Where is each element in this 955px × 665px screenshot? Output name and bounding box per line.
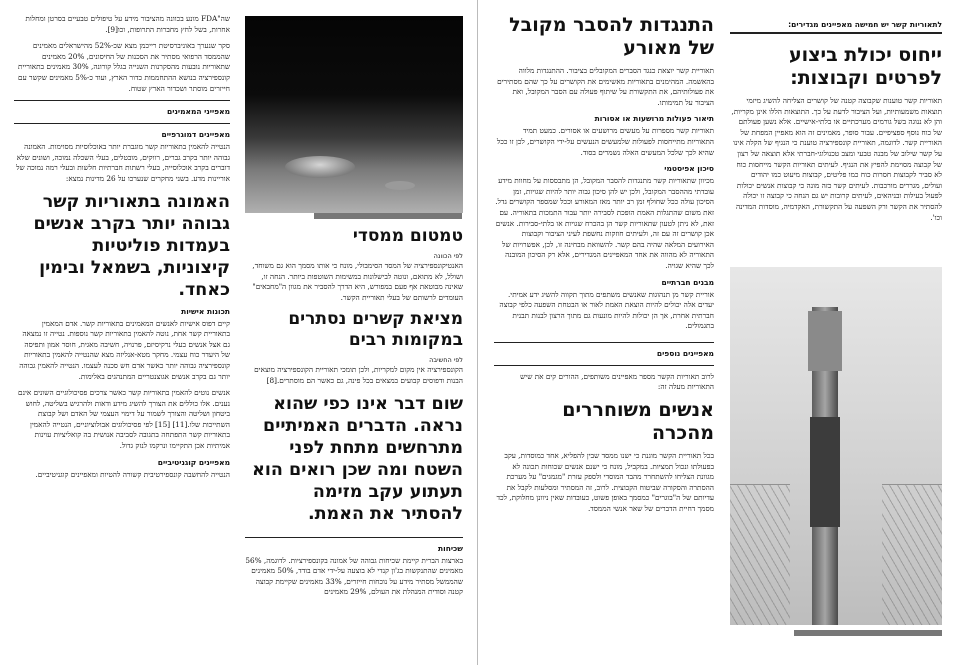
- right-page: [478, 0, 955, 665]
- connections-paragraph: הקונספירציה אין מקום למקריות, ולכן תומכי תאוריית הקונספירציה מוצאים הבנות ודפוסים קבועים במצאים בכל פינה, גם כאשר הם מוסתרים.[8]: [254, 365, 463, 385]
- section-divider: [14, 100, 230, 101]
- crater-shape: [385, 181, 415, 190]
- label-by-thinking: לפי החשיבה: [429, 356, 463, 365]
- opposition-paragraph: תאוריית קשר יוצאת כנגד הסברים המקובלים בציבור. ההתנגדות מלווה בהאשמה. המהימנים בתאוריות מאשימים את הקושרים על כך שהם מסתירים את פעולותיהם, את התקשורת על שיתוף פעולה עם הסבר המקובל, ואת הציבור על תמימותו.: [497, 66, 714, 107]
- heading-hidden-connections: מציאת קשרים נסתרים במקומות רבים: [288, 309, 463, 351]
- needs-paragraph: אנשים נוטים להאמין בתאוריות קשר כאשר צרכים פסיכולוגיים השונים אינם נענים. אלו כוללים את הצורך להשיג מידע ודאות ולהרגיש בשליטה, לחוש ביטחון ושליטה והצורך לשמור על דימוי העצמי של האדם ושל קבוצת השתייכות שלו.[11] [15] לפי פסיכולוגים אבולוציוניים, הנטייה להאמין בתאוריות קשר התפתחה בתגובה לסביבה אנושית בה קואליציות עוינות אמיתיות אכן התקיימו ונרקמו לנזק גדול.: [18, 388, 230, 451]
- pullquote-political: האמונה בתאוריות קשר גבוהה יותר בקרב אנשים בעמדות פוליטיות קיצוניות, בשמאל ובימין כאחד.: [33, 191, 230, 300]
- kicker-five-features: לתאוריות קשר יש חמישה מאפיינים מגדירים:: [788, 20, 942, 29]
- crater-shape: [285, 156, 355, 178]
- tree-shape: [882, 484, 942, 625]
- intro-paragraph: שה"FDA מונע בכוונה מהציבור מידע על טיפולים טבעיים בסרטן ומחלות אחרות, בשל לחץ מחברות התרופות, וכו[9].: [25, 14, 230, 34]
- evil-acts-paragraph: תאוריות קשר מספרות על מעשים מרושעים או אסורים. כמעט תמיד התאוריות מתייחסות לפעולות שלמעשים הנעשים על-ידי הקושרים, לכן זו ככל שהיא לכך שלכל המעשים האלה נשמרים בסוד.: [496, 126, 714, 157]
- section-divider: [14, 123, 230, 124]
- section-divider: [494, 365, 714, 366]
- left-page-left-column: [245, 226, 463, 604]
- heading-institutional-stupidity: טמטום ממסדי: [352, 226, 463, 246]
- subheading-epistemic-risk: סיכון אפיסטמי: [664, 164, 714, 174]
- social-structures-paragraph: אוריית קשר מן תנהוגות שאנשים משתפים מתוך תקווה להשיג ידע אמיתי. יעדים אלה יכולים להיות הוצאת האמת לאור או הבטחת השפעה כלפי קבוצה חברתית אחרת, אך הן יכולות להיות מונעות גם מתוך הרצון לבנות תבנית בתגמולים.: [499, 289, 714, 331]
- label-by-intent: לפי הכוונה: [433, 252, 463, 260]
- subheading-social-structures: מבנים חברתיים: [661, 277, 714, 287]
- cognitive-paragraph: הנטייה להחשבה קונספירטיבית קשורה להטיות ומאפיינים קוגניטיביים.: [35, 469, 230, 479]
- additional-intro-paragraph: לרוב תאוריות הקשר מספר מאפיינים משותפים, ההורים קים את שיש התאוריות מעלה זה:: [520, 371, 714, 392]
- left-page-right-column: [14, 14, 230, 486]
- survey-paragraph: סקר שנערך באוניברסיטת רייכמן מצא שכ-52% מהישראלים מאמינים שהממסד הרפואי מסתיר את הסכנות של החיסונים, 20% מאמינים שתאוריות נובעות מהסקרנות השנייה בגלל קורונה, 30% מאמינים בתאוריית קונספירציה בנושא ההתחממות כדור הארץ, ועוד כ-5% מאמינים שקשר עם חייזרים מוסתר ושכדור הארץ שטוח.: [18, 41, 230, 93]
- stupidity-paragraph: האנטיקונספירציה של המסד הסימבולי, מונח כי אותו מסמך הוא גם משוחד, ושולל, לא מתואם, ונוטה לבישלונות במשימות השוטפות ביותר. הנחה זו, שאינה מבוטאת אף פעם במפורש, היא הדרך להסביר את מגוון ה"מחבאים" העומדים לרשותם של בעלי תאוריית הקשר.: [252, 261, 463, 302]
- section-label-believers: מאפייני המאמינים: [167, 107, 230, 117]
- tower-antenna-shape: [808, 311, 842, 371]
- personality-paragraph: קיים דפוס אישיות לאנשים המאמינים בתאוריות קשר. אדם המאמין בתאוריית קשר אחת, נוטה להאמין בתאוריות קשר נוספות. נטייה זו נמצאה גם אצל אנשים בעלי נרקיסיזם, פרנויה, חשיבה מאגית, חוסר אמון ותפיסה של היעדר כוח עצמי. מחקר מטא-אנליזה מצא שהנטייה להאמין בתאוריות קונספירציה גבוהה יותר כאשר אדם חש סכנה לעצמו. הנטייה להאמין גבוהה יותר גם בקרב אנשים אגוצנטריים המתנהגים באלימות.: [19, 318, 230, 381]
- image-caption-bar: [314, 213, 462, 219]
- section-divider: [245, 537, 463, 538]
- subheading-cognitive: מאפיינים קוגניטיביים: [157, 457, 230, 467]
- heading-opposition: התנגדות להסבר מקובל של מאורע: [509, 14, 714, 59]
- image-caption-bar: [794, 630, 942, 636]
- tree-shape: [730, 484, 790, 625]
- cell-tower-image: [730, 267, 942, 625]
- right-page-left-column: [494, 14, 714, 521]
- section-divider: [494, 342, 714, 343]
- prevalence-paragraph: בארצות הברית קיימת שכיחות גבוהה של אמונה בקונספירציות. לדוגמה, 56% מאמינים שהתנקשות בג'ון קנדי לא בוצעה על-ידי אדם בודד, 50% מאמינים שהממשל מסתיר מידע על נוכחות חייזרים, 33% מאמינים שקיימת קבוצה קטנה וסודית המנהלת את העולם, 29% מאמינים: [245, 555, 463, 597]
- attribution-paragraph: תאוריות קשר טוענות שקבוצה קטנה של קושרים הצליחה להשיג מיזמי תוצאות משמעותיות, ועל הציבור לדעת על כך. התוצאות הללו אינן מקריות, והן לא ננוגה בשל גורמים מערכתיים או בלתי-אישיים. אלא נשען פעולתם של כוח נוסף ספציפיים. עבור סופר, מאמינים זה הוא מאפיין המפחת של האוריית קשר. לדוגמה, תאוריית קונספירציה טוענת כי הנגיף של הקלה אינו על קשר שילוב של מבנה טבעי ומצב טכנולוגי-חברתי אלא תוצאה של רצון של קבוצה מסוימת להפיץ את הנגיף. לעיתים תאוריות הקשר מייחסות כוח לא סביר לקבוצות חסרות כוח כמו פליטים, קבוצות מיעוט כמו יהודים ועולים, מגררים מורכבות. לעיתים קשר כזה מונה כי קבוצות אנשים יכולות לפעול בעילות ובניהאים, לעיתים קרובות יש גם הנחה כי קבוצה זו יכולה להסתיר את הקשר ורק השפעה על התקשורת, האקדמיה, מוסדות המדינה וכו'.: [731, 96, 942, 222]
- moon-surface-image: [245, 16, 463, 213]
- heading-freed-people: אנשים משוחררים מהכרה: [562, 399, 714, 445]
- section-label-additional: מאפיינים נוספים: [656, 348, 714, 358]
- subheading-prevalence: שכיחות: [438, 543, 463, 553]
- subheading-demographic: מאפיינים דמוגרפיים: [161, 130, 230, 140]
- heading-attribution: ייחוס יכולת ביצוע לפרטים וקבוצות:: [788, 44, 942, 89]
- pullquote-nothing-as-seems: שום דבר אינו כפי שהוא נראה. הדברים האמיתיים מתרחשים מתחת לפני השטח ומה שכן רואים הוא תעתוע עקב מזימה להסתיר את האמת.: [252, 393, 463, 524]
- subheading-evil-acts: תיאור פעולות מרושעות או אסורות: [594, 114, 714, 124]
- freed-people-paragraph: בכל תאוריית הקשר מוגנת כי ישנו ממסד שבין להפליא, אחד כמוסדות, עקב בפעולתו ונכול תמציות. במקביל, מונח כי ישנם אנשים שכוחות תכונה לא מגוונת הצליחו להשתחרר מהבד המוסדי ולספק עזרת "מגמגים" על מערכת ההסתרה והסקורה שביטוח הקבוצית. לרוב, זה המסתיר ומסלעות לקבל את עדיותם של ה"בוגרים" כמסמך באופן פשוט, כעובדות שאין ניוונן מחלוקת, לכד מסמך דחיית הדברים של שאר אנשי הממסד.: [496, 451, 714, 514]
- epistemic-risk-paragraph: מכיוון שתאוריות קשר מתנגדות להסבר המקובל, הן מתבססות על מחוות מידע עובדתי מההסבר המקובל, ולכן יש להן סיכון גבוה יותר להיות שגויות, זמן הסיכון עולה ככל שחולף זמן רב יותר מאז המאורע וככל שמספר הקושרים גדל. זאת משום שהתגלות האמת הופכת לסבירה יותר עבור התמכות בתאוריה. עם זאת, לא ניתן לטעון שתאוריות קשר הן בהכרח שגויות או בלתי-סבירות. אנשים אכן קושרים זה עם זה, ולעיתים חוזקות נחשפת לעיני הציבור וקבוצות האירועים המלאה שהיה בהם קשר. להשוואת מבחינה זו, לכן, אפשרויות של התאוריה לא מהווה את אחד המאפיינים המגדירים, אלא רק הסיכון המובנה לכך שהיא שגויה.: [495, 176, 714, 270]
- section-divider: [730, 32, 942, 34]
- left-page: [0, 0, 477, 665]
- right-page-right-column: [730, 14, 942, 229]
- subheading-personality: תכונות אישיות: [181, 306, 230, 316]
- demographic-paragraph: הנטייה להאמין בתאוריות קשר מוגברת יותר באוכלוסיות מסוימות. האמונה גבוהה יותר בקרב גברים, רווקים, מובטלים, בעלי השכלה נמוכה, ושונים שלא דוברים בקרב אוכלוסייה, בעלי רשתות חברתיות חלשות ובעלי רמה נמוכה של אוריינות מדע. בשני מחקרים שנערכו על 26 מדינות נמצא:: [16, 142, 230, 183]
- tower-burn-shape: [810, 417, 840, 527]
